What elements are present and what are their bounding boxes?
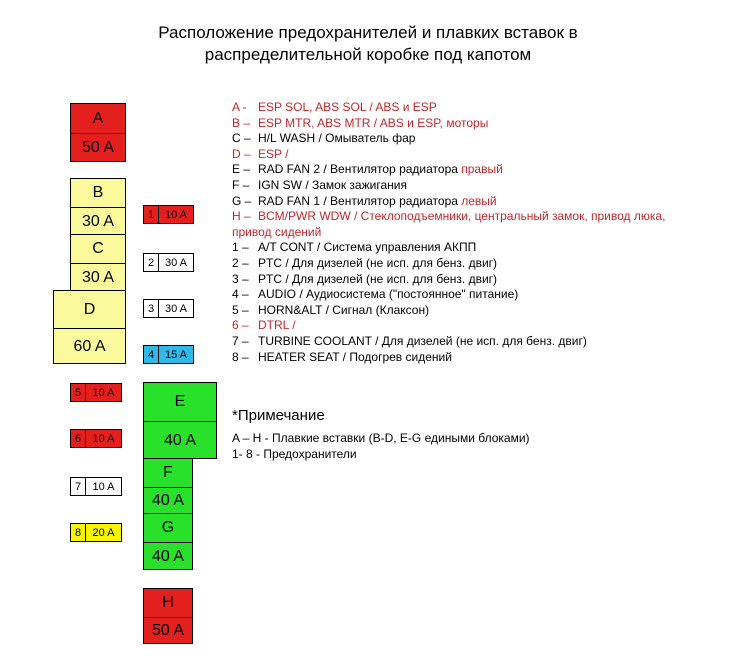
fuse-3 — [143, 299, 194, 318]
legend-key: 7 – — [232, 334, 249, 348]
legend-key: A - — [232, 100, 247, 114]
legend-item — [232, 131, 415, 146]
legend-item — [232, 194, 497, 209]
fuse-2 — [143, 253, 194, 272]
fuse-5-number: 5 — [71, 384, 86, 401]
block-f-amp: 40 A — [151, 492, 185, 509]
fusible-link-c — [70, 234, 126, 291]
legend-text: H/L WASH / Омыватель фар — [258, 131, 416, 146]
legend-item — [232, 256, 497, 271]
block-b-amp: 30 A — [81, 212, 115, 230]
fuse-1-amp: 10 A — [164, 208, 188, 221]
legend-item — [232, 303, 429, 318]
fuse-6 — [70, 429, 122, 448]
legend-text: RAD FAN 1 / Вентилятор радиатора — [258, 193, 462, 208]
legend-item — [232, 116, 488, 131]
legend-text: PTC / Для дизелей (не исп. для бенз. двиг) — [258, 256, 498, 270]
legend-text: ESP SOL, ABS SOL / ABS и ESP — [258, 100, 437, 114]
fuse-7-number: 7 — [71, 478, 86, 495]
legend-text: привод сидений — [232, 224, 322, 239]
fuse-7-amp: 10 A — [92, 480, 115, 493]
block-e-letter: E — [174, 393, 186, 410]
legend-text: RAD FAN 2 / Вентилятор радиатора — [258, 162, 462, 177]
block-h-amp: 50 A — [151, 622, 185, 639]
legend-key: 4 – — [232, 287, 249, 302]
block-c-letter: C — [92, 240, 104, 257]
legend-key: G – — [232, 193, 252, 208]
legend-key: 5 – — [232, 302, 249, 317]
legend-key: E – — [232, 162, 251, 177]
legend-text: ESP / — [258, 146, 289, 161]
fuse-8 — [70, 523, 122, 542]
block-b-letter: B — [92, 184, 104, 201]
fuse-5 — [70, 383, 122, 402]
fuse-3-amp: 30 A — [164, 302, 188, 315]
fusible-link-g — [143, 513, 193, 570]
note-heading: *Примечание — [232, 407, 325, 424]
legend-text: DTRL / — [258, 318, 296, 333]
fusible-link-d — [53, 290, 126, 364]
fusible-link-e — [143, 382, 217, 459]
legend-key: C – — [232, 131, 251, 146]
block-g-amp: 40 A — [151, 547, 185, 565]
legend-item — [232, 162, 503, 177]
legend-item — [232, 147, 288, 162]
legend-item — [232, 272, 497, 287]
legend-key: 1 – — [232, 240, 249, 255]
note-line-2: 1- 8 - Предохранители — [232, 447, 357, 461]
legend-key: 6 – — [232, 318, 249, 333]
legend-text: ESP MTR, ABS MTR / ABS и ESP, моторы — [258, 115, 489, 130]
fuse-1 — [143, 205, 194, 224]
legend-item — [232, 350, 452, 365]
fuse-8-number: 8 — [71, 524, 86, 541]
legend-key: B – — [232, 115, 251, 130]
block-d-letter: D — [83, 300, 96, 318]
fuse-4-number: 4 — [144, 346, 159, 363]
fuse-4-amp: 15 A — [164, 348, 188, 361]
note-line-1: A – H - Плавкие вставки (B-D, E-G едиными блоками) — [232, 431, 530, 445]
title-line-1: Расположение предохранителей и плавких вставок в — [158, 23, 578, 42]
legend-text: TURBINE COOLANT / Для дизелей (не исп. для бенз. двиг) — [258, 334, 587, 348]
legend-item — [232, 334, 587, 349]
legend-key: D – — [232, 146, 251, 161]
fuse-6-number: 6 — [71, 430, 86, 447]
fusible-link-f — [143, 458, 193, 514]
legend-text: HEATER SEAT / Подогрев сидений — [258, 349, 452, 364]
block-a-letter: A — [92, 109, 104, 127]
legend-key: 3 – — [232, 271, 249, 286]
title-line-2: распределительной коробке под капотом — [204, 45, 532, 64]
block-d-amp: 60 A — [73, 337, 106, 355]
legend-item — [232, 240, 476, 255]
legend-text: PTC / Для дизелей (не исп. для бенз. двиг) — [258, 271, 498, 286]
block-f-letter: F — [163, 464, 173, 481]
legend-extra: правый — [461, 162, 503, 177]
legend-key: H – — [232, 209, 251, 224]
block-a-amp: 50 A — [81, 139, 115, 156]
block-c-amp: 30 A — [81, 268, 115, 286]
fuse-7 — [70, 477, 122, 496]
fuse-4 — [143, 345, 194, 364]
legend-item — [232, 287, 518, 302]
legend-item — [232, 178, 407, 193]
fuse-2-amp: 30 A — [164, 256, 188, 269]
fuse-6-amp: 10 A — [92, 432, 115, 445]
legend-text: IGN SW / Замок зажигания — [258, 178, 407, 192]
fuse-5-amp: 10 A — [92, 386, 115, 399]
block-h-letter: H — [162, 594, 174, 611]
legend-text: A/T CONT / Система управления АКПП — [258, 240, 477, 255]
legend-item — [232, 100, 437, 115]
block-e-amp: 40 A — [163, 431, 197, 449]
fuse-1-number: 1 — [144, 206, 159, 223]
fuse-3-number: 3 — [144, 300, 159, 317]
legend-key: 8 – — [232, 349, 249, 364]
fuse-2-number: 2 — [144, 254, 159, 271]
legend-item — [232, 209, 665, 224]
fuse-8-amp: 20 A — [92, 526, 115, 539]
fusible-link-h — [143, 588, 193, 644]
legend-key: F – — [232, 178, 250, 192]
legend-extra: левый — [461, 193, 497, 208]
legend-item — [232, 225, 321, 240]
legend-text: BCM/PWR WDW / Стеклоподъемники, центральный замок, привод люка, — [258, 209, 666, 224]
fusible-link-b — [70, 178, 126, 235]
legend-key: 2 – — [232, 256, 249, 270]
block-g-letter: G — [161, 519, 175, 536]
fusible-link-a — [70, 103, 126, 162]
diagram-title — [0, 22, 736, 66]
legend-text: AUDIO / Аудиосистема ("постоянное" питание) — [258, 287, 519, 302]
legend-item — [232, 318, 296, 333]
legend-text: HORN&ALT / Сигнал (Клаксон) — [258, 302, 430, 317]
